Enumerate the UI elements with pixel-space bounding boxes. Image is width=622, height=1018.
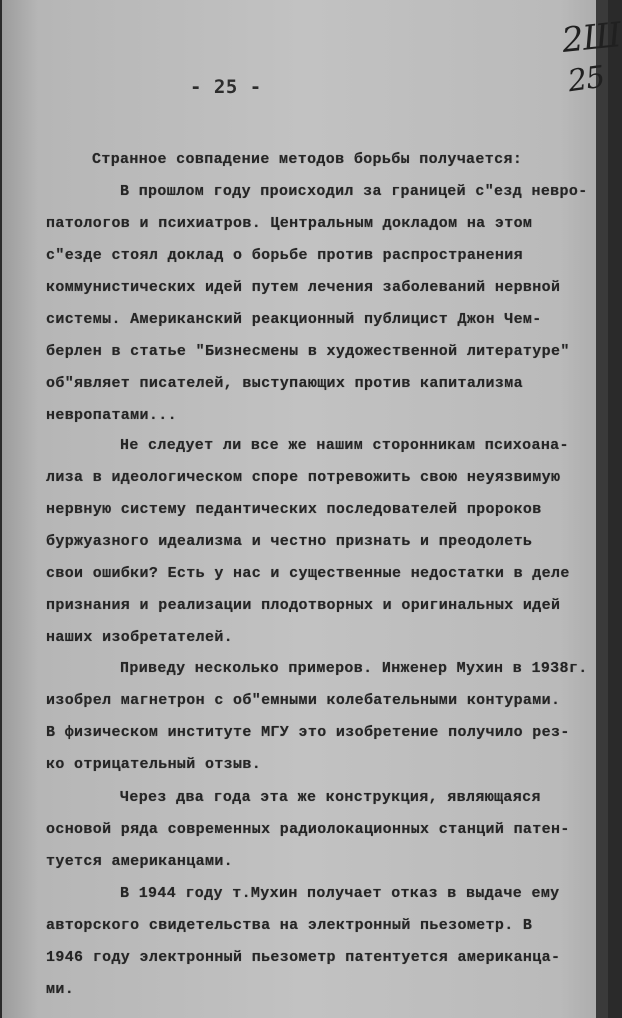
text-line: об"являет писателей, выступающих против капитализма [46,375,523,392]
text-line: нервную систему педантических последователей пророков [46,501,542,518]
text-line: ко отрицательный отзыв. [46,756,262,773]
text-line: В прошлом году происходил за границей с"езд невро- [120,183,588,200]
text-line: авторского свидетельства на электронный пьезометр. В [46,917,533,934]
document-page [2,0,622,1018]
text-line: наших изобретателей. [46,629,234,646]
text-line: основой ряда современных радиолокационных станций патен- [46,821,570,838]
text-line: системы. Американский реакционный публицист Джон Чем- [46,311,542,328]
text-line: Странное совпадение методов борьбы получается: [92,151,523,168]
text-line: Не следует ли все же нашим сторонникам психоана- [120,437,569,454]
text-line: невропатами... [46,407,177,424]
text-line: буржуазного идеализма и честно признать и преодолеть [46,533,533,550]
text-line: изобрел магнетрон с об"емными колебательными контурами. [46,692,561,709]
handwritten-annotation-bottom: 25 [565,59,607,100]
text-line: патологов и психиатров. Центральным докладом на этом [46,215,533,232]
scan-edge [596,0,608,1018]
text-line: свои ошибки? Есть у нас и существенные недостатки в деле [46,565,570,582]
text-line: лиза в идеологическом споре потревожить свою неуязвимую [46,469,561,486]
text-line: В 1944 году т.Мухин получает отказ в выдаче ему [120,885,560,902]
text-line: с"езде стоял доклад о борьбе против распространения [46,247,523,264]
text-line: коммунистических идей путем лечения заболеваний нервной [46,279,561,296]
text-line: 1946 году электронный пьезометр патентуется американца- [46,949,561,966]
text-line: ми. [46,981,75,998]
text-line: признания и реализации плодотворных и оригинальных идей [46,597,561,614]
handwritten-annotation-top: 2Ш [560,15,622,61]
text-line: берлен в статье "Бизнесмены в художественной литературе" [46,343,570,360]
text-line: туется американцами. [46,853,234,870]
text-line: Приведу несколько примеров. Инженер Мухин в 1938г. [120,660,588,677]
text-line: В физическом институте МГУ это изобретение получило рез- [46,724,570,741]
text-line: Через два года эта же конструкция, являющаяся [120,789,541,806]
page-number: - 25 - [190,76,262,98]
